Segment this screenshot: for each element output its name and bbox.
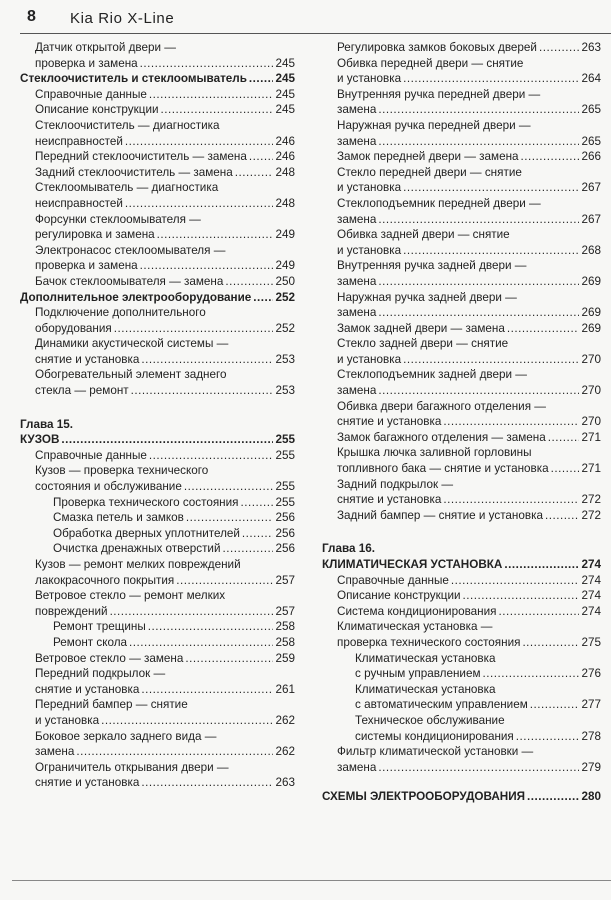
toc-entry[interactable] (20, 760, 295, 791)
page-ref: 280 (581, 790, 601, 804)
page-number: 8 (27, 8, 37, 25)
toc-entry-text: Боковое зеркало заднего вида — (35, 729, 217, 743)
page-ref: 263 (275, 776, 295, 790)
toc-entry[interactable] (20, 367, 295, 398)
page-ref: 255 (275, 448, 295, 462)
toc-entry-text: Климатическая установка (355, 682, 496, 696)
toc-entry-text: Замок задней двери — замена (337, 321, 505, 335)
toc-entry[interactable] (322, 573, 601, 589)
toc-entry[interactable] (322, 56, 601, 87)
toc-entry-text: Регулировка замков боковых дверей (337, 41, 537, 54)
toc-entry[interactable] (322, 196, 601, 227)
toc-block (20, 448, 295, 791)
toc-entry-text: Стеклоочиститель и стеклоомыватель (20, 72, 247, 86)
toc-entry-text: проверка и замена (35, 259, 138, 273)
page-ref: 257 (275, 573, 295, 587)
page-ref: 275 (581, 635, 601, 649)
toc-entry-text: Передний подкрылок — (35, 667, 166, 681)
toc-block (20, 40, 295, 399)
toc-entry[interactable] (322, 149, 601, 165)
book-title: Kia Rio X-Line (70, 10, 175, 27)
toc-entry[interactable] (322, 651, 601, 682)
toc-entry-text: Наружная ручка задней двери — (337, 290, 517, 304)
page-ref: 267 (581, 212, 601, 226)
toc-entry-text: Ремонт скола (53, 635, 128, 649)
toc-entry-text: Обивка задней двери — снятие (337, 228, 510, 242)
page-ref: 269 (581, 321, 601, 335)
toc-entry-text: Техническое обслуживание (355, 713, 505, 727)
toc-entry[interactable] (20, 635, 295, 651)
header-divider (20, 33, 611, 34)
page-ref: 255 (275, 495, 295, 509)
page-ref: 277 (581, 698, 601, 712)
toc-entry-text: Стеклоподъемник задней двери — (337, 368, 527, 382)
page-ref: 272 (581, 493, 601, 507)
toc-entry[interactable] (20, 448, 295, 464)
toc-entry-text: замена (337, 103, 377, 117)
toc-entry[interactable] (20, 495, 295, 511)
toc-entry[interactable] (322, 619, 601, 650)
toc-entry[interactable] (20, 619, 295, 635)
page-ref: 268 (581, 243, 601, 257)
toc-entry[interactable] (20, 165, 295, 181)
toc-entry[interactable] (322, 682, 601, 713)
toc-entry-text: Описание конструкции (35, 103, 159, 117)
toc-entry-text: неисправностей (35, 196, 123, 210)
toc-entry-text: Бачок стеклоомывателя — замена (35, 274, 224, 288)
page-ref: 252 (275, 321, 295, 335)
toc-entry[interactable] (20, 102, 295, 118)
page-ref: 250 (275, 274, 295, 288)
wiring-diagrams-entry[interactable] (322, 789, 601, 805)
toc-block (322, 573, 601, 776)
toc-entry-text: снятие и установка (337, 493, 442, 507)
page-ref: 270 (581, 352, 601, 366)
toc-entry-text: Задний бампер — снятие и установка (337, 508, 543, 522)
toc-entry-text: с автоматическим управлением (355, 698, 528, 712)
toc-entry-text: оборудования (35, 321, 112, 335)
page-ref: 246 (275, 134, 295, 148)
toc-entry-text: Задний стеклоочиститель — замена (35, 165, 233, 179)
page-ref: 245 (275, 103, 295, 117)
page-ref: 272 (581, 508, 601, 522)
page-ref: 256 (275, 542, 295, 556)
toc-entry-text: Форсунки стеклоомывателя — (35, 212, 201, 226)
page-ref: 259 (275, 651, 295, 665)
page-ref: 262 (275, 745, 295, 759)
page-ref: 245 (275, 56, 295, 70)
toc-entry-text: Справочные данные (35, 87, 147, 101)
page-ref: 246 (275, 150, 295, 164)
toc-entry[interactable] (20, 510, 295, 526)
page-ref: 271 (581, 462, 601, 476)
toc-entry[interactable] (322, 445, 601, 476)
toc-entry[interactable] (20, 729, 295, 760)
page-ref: 274 (581, 573, 601, 587)
toc-entry-text: Стекло передней двери — снятие (337, 165, 522, 179)
toc-entry-text: замена (35, 745, 75, 759)
toc-entry-text: и установка (337, 243, 402, 257)
footer-divider (12, 880, 611, 881)
toc-entry[interactable] (322, 713, 601, 744)
toc-entry[interactable] (20, 588, 295, 619)
toc-entry[interactable] (322, 87, 601, 118)
toc-entry-text: Проверка технического состояния (53, 495, 239, 509)
chapter-title: КЛИМАТИЧЕСКАЯ УСТАНОВКА (322, 558, 503, 571)
toc-entry-text: неисправностей (35, 134, 123, 148)
toc-entry-text: Стеклоподъемник передней двери — (337, 196, 541, 210)
page-ref: 249 (275, 228, 295, 242)
page-ref: 263 (581, 41, 601, 54)
chapter-16-label: Глава 16. (322, 542, 375, 556)
toc-entry[interactable] (322, 604, 601, 620)
section-title: СХЕМЫ ЭЛЕКТРООБОРУДОВАНИЯ (322, 790, 526, 804)
toc-entry[interactable] (20, 274, 295, 290)
toc-entry-text: Подключение дополнительного (35, 306, 206, 320)
toc-entry-text: Стекло задней двери — снятие (337, 337, 509, 351)
page-ref: 267 (581, 181, 601, 195)
toc-entry[interactable] (322, 258, 601, 289)
toc-entry-text: повреждений (35, 604, 108, 618)
page-ref: 256 (275, 511, 295, 525)
toc-entry-text: замена (337, 384, 377, 398)
toc-entry-text: стекла — ремонт (35, 384, 129, 398)
toc-entry-text: Электронасос стеклоомывателя — (35, 243, 226, 257)
page-ref: 261 (275, 682, 295, 696)
toc-entry[interactable] (20, 666, 295, 697)
page-ref: 271 (581, 430, 601, 444)
toc-entry-text: и установка (337, 72, 402, 86)
toc-entry-text: Внутренняя ручка передней двери — (337, 87, 541, 101)
toc-entry-text: Стеклоомыватель — диагностика (35, 181, 219, 195)
toc-entry-text: Фильтр климатической установки — (337, 745, 534, 759)
toc-entry-text: Обивка передней двери — снятие (337, 56, 524, 70)
toc-entry[interactable] (322, 430, 601, 446)
toc-entry[interactable] (322, 290, 601, 321)
toc-entry[interactable] (20, 336, 295, 367)
page-ref: 274 (581, 589, 601, 603)
toc-entry[interactable] (20, 651, 295, 667)
page-ref: 274 (581, 558, 601, 571)
toc-entry[interactable] (322, 744, 601, 775)
toc-entry-text: и установка (337, 181, 402, 195)
toc-entry[interactable] (20, 40, 295, 71)
page-ref: 279 (581, 760, 601, 774)
toc-entry-text: проверка и замена (35, 56, 138, 70)
toc-entry-text: Описание конструкции (337, 589, 461, 603)
toc-entry[interactable] (322, 165, 601, 196)
toc-entry-text: Ветровое стекло — замена (35, 651, 184, 665)
toc-entry-text: Кузов — ремонт мелких повреждений (35, 558, 241, 571)
toc-entry[interactable] (20, 118, 295, 149)
toc-entry[interactable] (20, 541, 295, 557)
page-ref: 269 (581, 274, 601, 288)
toc-entry-text: регулировка и замена (35, 228, 155, 242)
toc-entry[interactable] (322, 40, 601, 56)
chapter-15-title-entry[interactable] (20, 432, 295, 448)
page-ref: 276 (581, 667, 601, 681)
toc-entry-text: топливного бака — снятие и установка (337, 462, 549, 476)
page-ref: 256 (275, 526, 295, 540)
toc-entry-text: замена (337, 306, 377, 320)
toc-entry[interactable] (322, 477, 601, 508)
page-ref: 249 (275, 259, 295, 273)
toc-left-column (20, 40, 295, 791)
toc-entry[interactable] (322, 336, 601, 367)
toc-entry-text: Обогревательный элемент заднего (35, 368, 227, 382)
toc-entry-text: системы кондиционирования (355, 729, 514, 743)
toc-entry[interactable] (20, 212, 295, 243)
toc-entry-text: Передний стеклоочиститель — замена (35, 150, 247, 164)
page-ref: 265 (581, 103, 601, 117)
toc-entry-text: Справочные данные (35, 448, 147, 462)
page-ref: 270 (581, 415, 601, 429)
toc-entry[interactable] (20, 149, 295, 165)
toc-entry[interactable] (20, 243, 295, 274)
toc-entry-text: Задний подкрылок — (337, 477, 454, 491)
page-ref: 245 (275, 72, 295, 86)
page-ref: 255 (275, 433, 295, 447)
page-ref: 252 (275, 290, 295, 304)
toc-entry-text: проверка технического состояния (337, 635, 521, 649)
toc-entry[interactable] (322, 367, 601, 398)
toc-entry[interactable] (20, 71, 295, 87)
toc-entry-text: состояния и обслуживание (35, 480, 182, 494)
toc-entry[interactable] (322, 227, 601, 258)
chapter-title: КУЗОВ (20, 433, 60, 447)
toc-entry[interactable] (20, 697, 295, 728)
toc-entry[interactable] (322, 508, 601, 524)
toc-entry-text: Замок передней двери — замена (337, 150, 519, 164)
toc-entry-text: Наружная ручка передней двери — (337, 118, 531, 132)
toc-entry-text: Смазка петель и замков (53, 511, 184, 525)
page-ref: 257 (275, 604, 295, 618)
page-ref: 269 (581, 306, 601, 320)
page-ref: 258 (275, 635, 295, 649)
toc-entry-text: замена (337, 212, 377, 226)
toc-entry-text: Ветровое стекло — ремонт мелких (35, 589, 226, 603)
toc-entry[interactable] (322, 118, 601, 149)
toc-entry[interactable] (20, 290, 295, 306)
page-ref: 248 (275, 196, 295, 210)
page-ref: 253 (275, 352, 295, 366)
toc-entry-text: замена (337, 274, 377, 288)
toc-entry[interactable] (20, 87, 295, 103)
toc-entry[interactable] (322, 588, 601, 604)
page-ref: 255 (275, 480, 295, 494)
toc-entry-text: Справочные данные (337, 573, 449, 587)
page-ref: 253 (275, 384, 295, 398)
toc-entry[interactable] (20, 463, 295, 494)
toc-entry-text: Динамики акустической системы — (35, 337, 229, 351)
toc-entry-text: Датчик открытой двери — (35, 41, 176, 54)
toc-entry[interactable] (322, 399, 601, 430)
toc-entry-text: снятие и установка (35, 682, 140, 696)
toc-entry[interactable] (20, 557, 295, 588)
toc-entry-text: Ограничитель открывания двери — (35, 760, 229, 774)
page-ref: 265 (581, 134, 601, 148)
toc-entry-text: замена (337, 134, 377, 148)
toc-entry[interactable] (20, 526, 295, 542)
toc-entry-text: снятие и установка (35, 776, 140, 790)
toc-entry-text: замена (337, 760, 377, 774)
toc-entry-text: лакокрасочного покрытия (35, 573, 175, 587)
toc-entry-text: Кузов — проверка технического (35, 464, 209, 478)
page-ref: 266 (581, 150, 601, 164)
toc-right-column (322, 40, 601, 805)
page-ref: 258 (275, 620, 295, 634)
toc-entry-text: Ремонт трещины (53, 620, 146, 634)
toc-entry[interactable] (322, 321, 601, 337)
toc-entry[interactable] (20, 180, 295, 211)
toc-entry-text: Обработка дверных уплотнителей (53, 526, 240, 540)
chapter-16-title-entry[interactable] (322, 557, 601, 573)
toc-entry-text: Передний бампер — снятие (35, 698, 188, 712)
page-ref: 270 (581, 384, 601, 398)
page-ref: 264 (581, 72, 601, 86)
toc-entry-text: Замок багажного отделения — замена (337, 430, 546, 444)
toc-entry-text: Дополнительное электрооборудование (20, 290, 252, 304)
toc-entry-text: Климатическая установка — (337, 620, 493, 634)
page-ref: 248 (275, 165, 295, 179)
toc-entry-text: Очистка дренажных отверстий (53, 542, 221, 556)
toc-block (322, 40, 601, 523)
toc-entry-text: и установка (337, 352, 402, 366)
page-ref: 245 (275, 87, 295, 101)
toc-entry-text: Стеклоочиститель — диагностика (35, 118, 220, 132)
page-header (0, 0, 611, 34)
page-ref: 262 (275, 713, 295, 727)
toc-entry-text: Внутренняя ручка задней двери — (337, 259, 527, 273)
toc-entry-text: снятие и установка (337, 415, 442, 429)
toc-entry-text: Климатическая установка (355, 651, 496, 665)
page-ref: 278 (581, 729, 601, 743)
toc-entry-text: с ручным управлением (355, 667, 481, 681)
toc-entry-text: Система кондиционирования (337, 604, 497, 618)
chapter-15-label: Глава 15. (20, 417, 73, 431)
toc-entry-text: снятие и установка (35, 352, 140, 366)
toc-entry-text: Крышка лючка заливной горловины (337, 446, 532, 460)
page-ref: 274 (581, 604, 601, 618)
toc-entry[interactable] (20, 305, 295, 336)
toc-entry-text: и установка (35, 713, 100, 727)
toc-entry-text: Обивка двери багажного отделения — (337, 399, 546, 413)
